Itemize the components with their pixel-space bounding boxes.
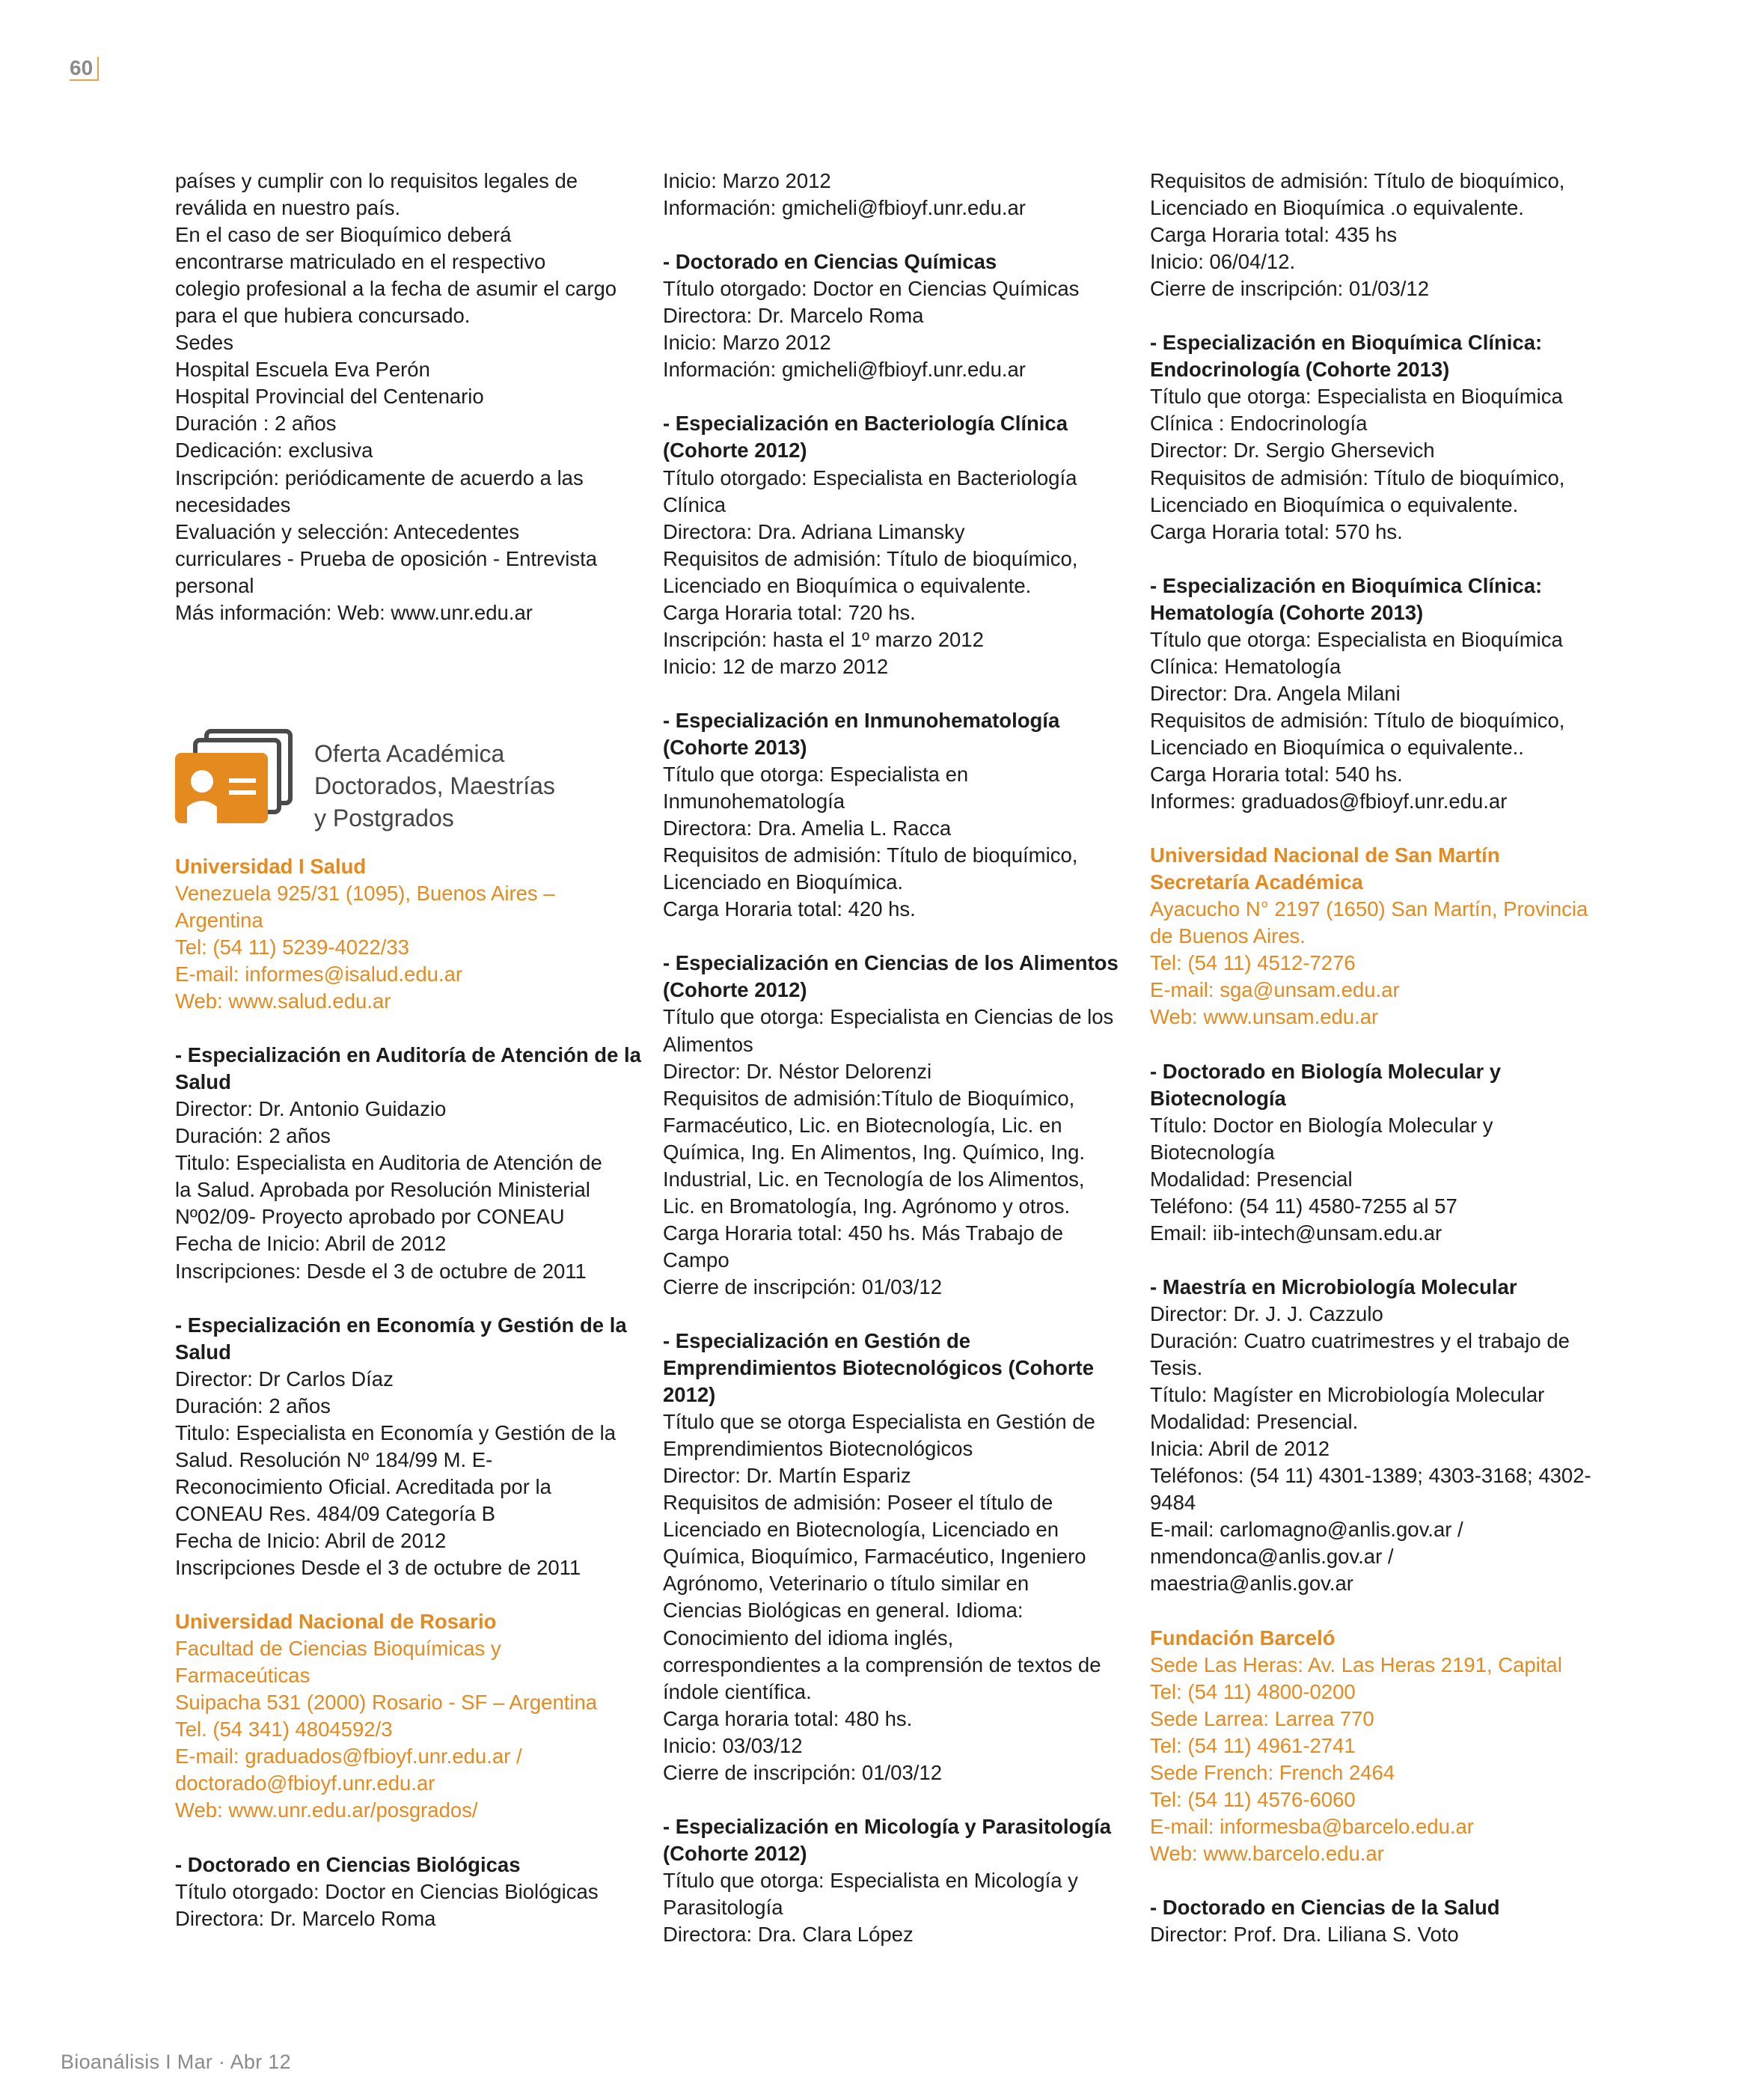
text-line: Teléfono: (54 11) 4580-7255 al 57 — [1150, 1194, 1457, 1218]
text-line: Fecha de Inicio: Abril de 2012 — [175, 1528, 447, 1552]
text-line: Modalidad: Presencial. — [1150, 1410, 1359, 1434]
text-line: Carga Horaria total: 420 hs. — [663, 897, 916, 921]
text-line: Título que otorga: Especialista en Bioquímica — [1150, 627, 1563, 651]
text-line: para el que hubiera concursado. — [175, 304, 471, 328]
text-line: Teléfonos: (54 11) 4301-1389; 4303-3168; 4302- — [1150, 1464, 1591, 1488]
program-title: - Doctorado en Ciencias Biológicas — [175, 1852, 521, 1876]
text-line: Emprendimientos Biotecnológicos — [663, 1437, 973, 1461]
contact-line: Tel: (54 11) 5239-4022/33 — [175, 935, 409, 959]
text-line: Carga Horaria total: 435 hs — [1150, 223, 1398, 247]
text-line: E-mail: carlomagno@anlis.gov.ar / — [1150, 1518, 1463, 1542]
text-line: Nº02/09- Proyecto aprobado por CONEAU — [175, 1205, 565, 1229]
program-title: - Maestría en Microbiología Molecular — [1150, 1275, 1517, 1298]
text-line: Titulo: Especialista en Economía y Gestión de la — [175, 1420, 617, 1444]
text-line: Director: Prof. Dra. Liliana S. Voto — [1150, 1923, 1459, 1947]
program-title: - Doctorado en Ciencias Químicas — [663, 250, 997, 274]
contact-line: de Buenos Aires. — [1150, 924, 1306, 948]
text-line: CONEAU Res. 484/09 Categoría B — [175, 1501, 495, 1525]
text-line: Licenciado en Bioquímica o equivalente. — [1150, 492, 1519, 516]
text-line: Director: Dr Carlos Díaz — [175, 1367, 394, 1391]
text-line: curriculares - Prueba de oposición - Entrevista — [175, 546, 598, 570]
institution-name: Universidad Nacional de San Martín — [1150, 843, 1500, 867]
text-line: países y cumplir con lo requisitos legales de — [175, 169, 578, 192]
footer: Bioanálisis I Mar · Abr 12 — [61, 2051, 291, 2073]
text-line: Cierre de inscripción: 01/03/12 — [663, 1760, 942, 1784]
text-line: Título que otorga: Especialista en Bioquímica — [1150, 385, 1563, 409]
text-line: Carga Horaria total: 450 hs. Más Trabajo de — [663, 1221, 1064, 1245]
contact-line: Sede French: French 2464 — [1150, 1760, 1395, 1784]
text-line: Email: iib-intech@unsam.edu.ar — [1150, 1221, 1442, 1245]
text-line: correspondientes a la comprensión de textos de — [663, 1652, 1101, 1676]
text-line: Carga Horaria total: 570 hs. — [1150, 519, 1403, 543]
contact-line: Web: www.unsam.edu.ar — [1150, 1005, 1379, 1029]
contact-line: Tel. (54 341) 4804592/3 — [175, 1718, 393, 1742]
section-title-line-3: y Postgrados — [314, 804, 454, 831]
program-title: Salud — [175, 1340, 231, 1364]
text-line: Inicio: 06/04/12. — [1150, 250, 1296, 274]
text-line: Director: Dr. Martín Espariz — [663, 1464, 911, 1488]
text-line: Licenciado en Bioquímica o equivalente. — [663, 573, 1032, 597]
text-line: Informes: graduados@fbioyf.unr.edu.ar — [1150, 790, 1508, 814]
program-title: - Especialización en Auditoría de Atención de la — [175, 1043, 641, 1067]
text-line: Título: Doctor en Biología Molecular y — [1150, 1113, 1493, 1137]
program-title: - Especialización en Bioquímica Clínica: — [1150, 573, 1543, 597]
text-line: Requisitos de admisión: Título de bioquímico, — [1150, 466, 1565, 489]
text-line: Química, Bioquímico, Farmacéutico, Ingeniero — [663, 1545, 1086, 1569]
text-line: Conocimiento del idioma inglés, — [663, 1626, 954, 1649]
institution-name: Fundación Barceló — [1150, 1626, 1336, 1649]
spacer — [1150, 546, 1606, 573]
text-line: Carga Horaria total: 720 hs. — [663, 600, 916, 624]
contact-line: E-mail: informes@isalud.edu.ar — [175, 962, 463, 986]
program-title: - Especialización en Ciencias de los Alimentos — [663, 951, 1119, 975]
contact-line: E-mail: graduados@fbioyf.unr.edu.ar / — [175, 1745, 522, 1768]
text-line: Director: Dra. Angela Milani — [1150, 681, 1401, 705]
text-line: necesidades — [175, 492, 291, 516]
text-line: Título otorgado: Especialista en Bacteriología — [663, 466, 1077, 489]
text-line: Inicio: 12 de marzo 2012 — [663, 654, 889, 678]
text-line: maestria@anlis.gov.ar — [1150, 1572, 1353, 1596]
spacer — [175, 1015, 624, 1042]
text-line: Cierre de inscripción: 01/03/12 — [1150, 277, 1429, 301]
text-line: Título otorgado: Doctor en Ciencias Biológicas — [175, 1879, 599, 1903]
text-line: Directora: Dra. Clara López — [663, 1923, 914, 1947]
program-title: - Especialización en Economía y Gestión de la — [175, 1313, 627, 1337]
institution-name: Universidad Nacional de Rosario — [175, 1610, 497, 1634]
text-line: Licenciado en Biotecnología, Licenciado en — [663, 1518, 1059, 1542]
text-line: Información: gmicheli@fbioyf.unr.edu.ar — [663, 196, 1026, 220]
contact-line: Ayacucho N° 2197 (1650) San Martín, Provincia — [1150, 897, 1588, 921]
contact-line: Web: www.barcelo.edu.ar — [1150, 1841, 1384, 1865]
text-line: Industrial, Lic. en Tecnología de los Alimentos, — [663, 1167, 1085, 1191]
text-line: Requisitos de admisión: Título de bioquímico, — [663, 843, 1078, 867]
contact-line: Farmaceúticas — [175, 1664, 310, 1688]
text-line: Sedes — [175, 331, 233, 355]
spacer — [663, 1301, 1112, 1328]
program-title: - Especialización en Gestión de — [663, 1329, 971, 1353]
text-line: Lic. en Bromatología, Ing. Agrónomo y otros. — [663, 1194, 1071, 1218]
text-line: Reconocimiento Oficial. Acreditada por la — [175, 1474, 551, 1498]
text-line: personal — [175, 573, 254, 597]
section-title-line-1: Oferta Académica — [314, 739, 505, 767]
text-line: Hospital Provincial del Centenario — [175, 385, 484, 409]
spacer — [175, 1285, 624, 1312]
text-line: Requisitos de admisión: Título de bioquímico, — [663, 546, 1078, 570]
section-header — [175, 729, 624, 841]
program-title: - Doctorado en Biología Molecular y — [1150, 1059, 1502, 1083]
column-1-intro-text — [175, 168, 624, 626]
text-line: Inmunohematología — [663, 790, 845, 814]
text-line: Duración : 2 años — [175, 412, 337, 436]
text-line: Evaluación y selección: Antecedentes — [175, 519, 520, 543]
contact-line: Facultad de Ciencias Bioquímicas y — [175, 1637, 501, 1661]
text-line: Inscripciones Desde el 3 de octubre de 2011 — [175, 1556, 581, 1580]
contact-line: Web: www.salud.edu.ar — [175, 989, 391, 1013]
column-1-listings — [175, 853, 641, 1932]
text-line: Licenciado en Bioquímica .o equivalente. — [1150, 196, 1524, 220]
text-line: Duración: 2 años — [175, 1124, 331, 1148]
contact-line: E-mail: informesba@barcelo.edu.ar — [1150, 1814, 1474, 1838]
program-title: - Especialización en Micología y Parasitología — [663, 1814, 1112, 1838]
text-line: Información: gmicheli@fbioyf.unr.edu.ar — [663, 358, 1026, 382]
text-line: Carga horaria total: 480 hs. — [663, 1706, 913, 1730]
text-line: Directora: Dr. Marcelo Roma — [663, 304, 924, 328]
text-line: Directora: Dra. Adriana Limansky — [663, 519, 965, 543]
text-line: Alimentos — [663, 1032, 753, 1056]
spacer — [663, 383, 1112, 410]
text-line: Inscripción: periódicamente de acuerdo a las — [175, 466, 584, 489]
text-line: Duración: 2 años — [175, 1394, 331, 1417]
contact-line: E-mail: sga@unsam.edu.ar — [1150, 978, 1400, 1002]
program-title: - Especialización en Inmunohematología — [663, 708, 1060, 732]
column-3 — [1150, 168, 1606, 1948]
column-1 — [175, 168, 641, 1932]
text-line: Carga Horaria total: 540 hs. — [1150, 763, 1403, 787]
program-title: - Especialización en Bacteriología Clínica — [663, 412, 1068, 436]
spacer — [1150, 1867, 1606, 1894]
institution-name: Secretaría Académica — [1150, 870, 1363, 894]
contact-line: Web: www.unr.edu.ar/posgrados/ — [175, 1798, 478, 1822]
spacer — [663, 222, 1112, 248]
text-line: Requisitos de admisión: Título de bioquímico, — [1150, 169, 1565, 192]
contact-line: Suipacha 531 (2000) Rosario - SF – Argentina — [175, 1691, 598, 1715]
spacer — [175, 1581, 624, 1608]
program-title: Hematología (Cohorte 2013) — [1150, 600, 1424, 624]
text-line: Directora: Dra. Amelia L. Racca — [663, 817, 952, 840]
text-line: Inicio: Marzo 2012 — [663, 331, 831, 355]
text-line: Título otorgado: Doctor en Ciencias Químicas — [663, 277, 1080, 301]
text-line: Salud. Resolución Nº 184/99 M. E- — [175, 1447, 493, 1471]
text-line: reválida en nuestro país. — [175, 196, 401, 220]
program-title: - Especialización en Bioquímica Clínica: — [1150, 331, 1543, 355]
spacer — [1150, 1031, 1606, 1058]
text-line: Título que otorga: Especialista en Micología y — [663, 1868, 1078, 1892]
text-line: Parasitología — [663, 1896, 783, 1919]
program-title: Salud — [175, 1070, 231, 1094]
text-line: Director: Dr. Néstor Delorenzi — [663, 1059, 932, 1083]
section-titles — [314, 738, 555, 834]
section-title-line-2: Doctorados, Maestrías — [314, 772, 555, 799]
text-line: Licenciado en Bioquímica. — [663, 870, 904, 894]
program-title: (Cohorte 2012) — [663, 439, 807, 463]
spacer — [175, 1824, 624, 1851]
spacer — [1150, 1597, 1606, 1624]
text-line: Título que otorga: Especialista en — [663, 763, 969, 787]
text-line: Inicio: 03/03/12 — [663, 1733, 803, 1757]
text-line: 9484 — [1150, 1491, 1196, 1515]
text-line: Inscripciones: Desde el 3 de octubre de 2011 — [175, 1259, 587, 1283]
text-line: Director: Dr. Antonio Guidazio — [175, 1097, 447, 1121]
text-line: En el caso de ser Bioquímico deberá — [175, 223, 512, 247]
text-line: Titulo: Especialista en Auditoria de Atención de — [175, 1151, 602, 1175]
text-line: Agrónomo, Veterinario o título similar en — [663, 1572, 1029, 1596]
page-number: 60 — [70, 57, 99, 81]
text-line: Dedicación: exclusiva — [175, 439, 373, 463]
text-line: Cierre de inscripción: 01/03/12 — [663, 1275, 942, 1298]
column-2 — [663, 168, 1119, 1948]
text-line: Campo — [663, 1248, 729, 1272]
text-line: Título que se otorga Especialista en Gestión de — [663, 1410, 1095, 1434]
text-line: Duración: Cuatro cuatrimestres y el trabajo de — [1150, 1329, 1570, 1353]
text-line: Farmacéutico, Lic. en Biotecnología, Lic. en — [663, 1113, 1062, 1137]
contact-line: Tel: (54 11) 4800-0200 — [1150, 1679, 1356, 1703]
contact-line: Tel: (54 11) 4512-7276 — [1150, 951, 1356, 975]
text-line: Requisitos de admisión: Título de bioquímico, — [1150, 708, 1565, 732]
text-line: Director: Dr. Sergio Ghersevich — [1150, 439, 1435, 463]
contact-line: Venezuela 925/31 (1095), Buenos Aires – — [175, 881, 555, 905]
text-line: Inicia: Abril de 2012 — [1150, 1437, 1330, 1461]
text-line: Tesis. — [1150, 1356, 1203, 1380]
institution-name: Universidad I Salud — [175, 854, 367, 878]
text-line: Hospital Escuela Eva Perón — [175, 358, 430, 382]
text-line: índole científica. — [663, 1679, 812, 1703]
text-line: la Salud. Aprobada por Resolución Ministerial — [175, 1178, 590, 1202]
spacer — [1150, 815, 1606, 842]
text-line: Título: Magíster en Microbiología Molecular — [1150, 1383, 1545, 1407]
program-title: Endocrinología (Cohorte 2013) — [1150, 358, 1450, 382]
contact-line: Sede Larrea: Larrea 770 — [1150, 1706, 1374, 1730]
text-line: Directora: Dr. Marcelo Roma — [175, 1906, 436, 1930]
text-line: Ciencias Biológicas en general. Idioma: — [663, 1599, 1024, 1623]
program-title: Biotecnología — [1150, 1086, 1286, 1110]
spacer — [1150, 302, 1606, 329]
spacer — [1150, 1247, 1606, 1274]
contact-line: Tel: (54 11) 4576-6060 — [1150, 1787, 1356, 1811]
text-line: Fecha de Inicio: Abril de 2012 — [175, 1232, 447, 1256]
spacer — [663, 1786, 1112, 1813]
text-line: Modalidad: Presencial — [1150, 1167, 1353, 1191]
program-title: (Cohorte 2012) — [663, 978, 807, 1002]
text-line: Clínica : Endocrinología — [1150, 412, 1368, 436]
contact-line: doctorado@fbioyf.unr.edu.ar — [175, 1771, 435, 1795]
text-line: nmendonca@anlis.gov.ar / — [1150, 1545, 1394, 1569]
spacer — [663, 680, 1112, 707]
program-title: Emprendimientos Biotecnológicos (Cohorte — [663, 1356, 1095, 1380]
text-line: Director: Dr. J. J. Cazzulo — [1150, 1301, 1383, 1325]
text-line: Título que otorga: Especialista en Ciencias de los — [663, 1005, 1114, 1029]
contact-line: Sede Las Heras: Av. Las Heras 2191, Capital — [1150, 1652, 1562, 1676]
text-line: Más información: Web: www.unr.edu.ar — [175, 600, 533, 624]
text-line: Licenciado en Bioquímica o equivalente.. — [1150, 735, 1524, 759]
text-line: Inscripción: hasta el 1º marzo 2012 — [663, 627, 984, 651]
text-line: colegio profesional a la fecha de asumir el cargo — [175, 277, 617, 301]
text-line: Clínica — [663, 492, 726, 516]
spacer — [175, 626, 624, 729]
text-line: Inicio: Marzo 2012 — [663, 169, 831, 192]
spacer — [663, 923, 1112, 950]
text-line: Requisitos de admisión: Poseer el título de — [663, 1491, 1053, 1515]
text-line: Biotecnología — [1150, 1140, 1275, 1164]
contact-line: Tel: (54 11) 4961-2741 — [1150, 1733, 1356, 1757]
academic-offer-icon — [175, 729, 295, 826]
text-line: Clínica: Hematología — [1150, 654, 1341, 678]
text-line: Química, Ing. En Alimentos, Ing. Químico, Ing. — [663, 1140, 1086, 1164]
program-title: 2012) — [663, 1383, 716, 1407]
program-title: (Cohorte 2012) — [663, 1841, 807, 1865]
program-title: (Cohorte 2013) — [663, 735, 807, 759]
text-line: Requisitos de admisión:Título de Bioquímico, — [663, 1086, 1075, 1110]
program-title: - Doctorado en Ciencias de la Salud — [1150, 1896, 1500, 1919]
contact-line: Argentina — [175, 908, 263, 932]
text-line: encontrarse matriculado en el respectivo — [175, 250, 546, 274]
